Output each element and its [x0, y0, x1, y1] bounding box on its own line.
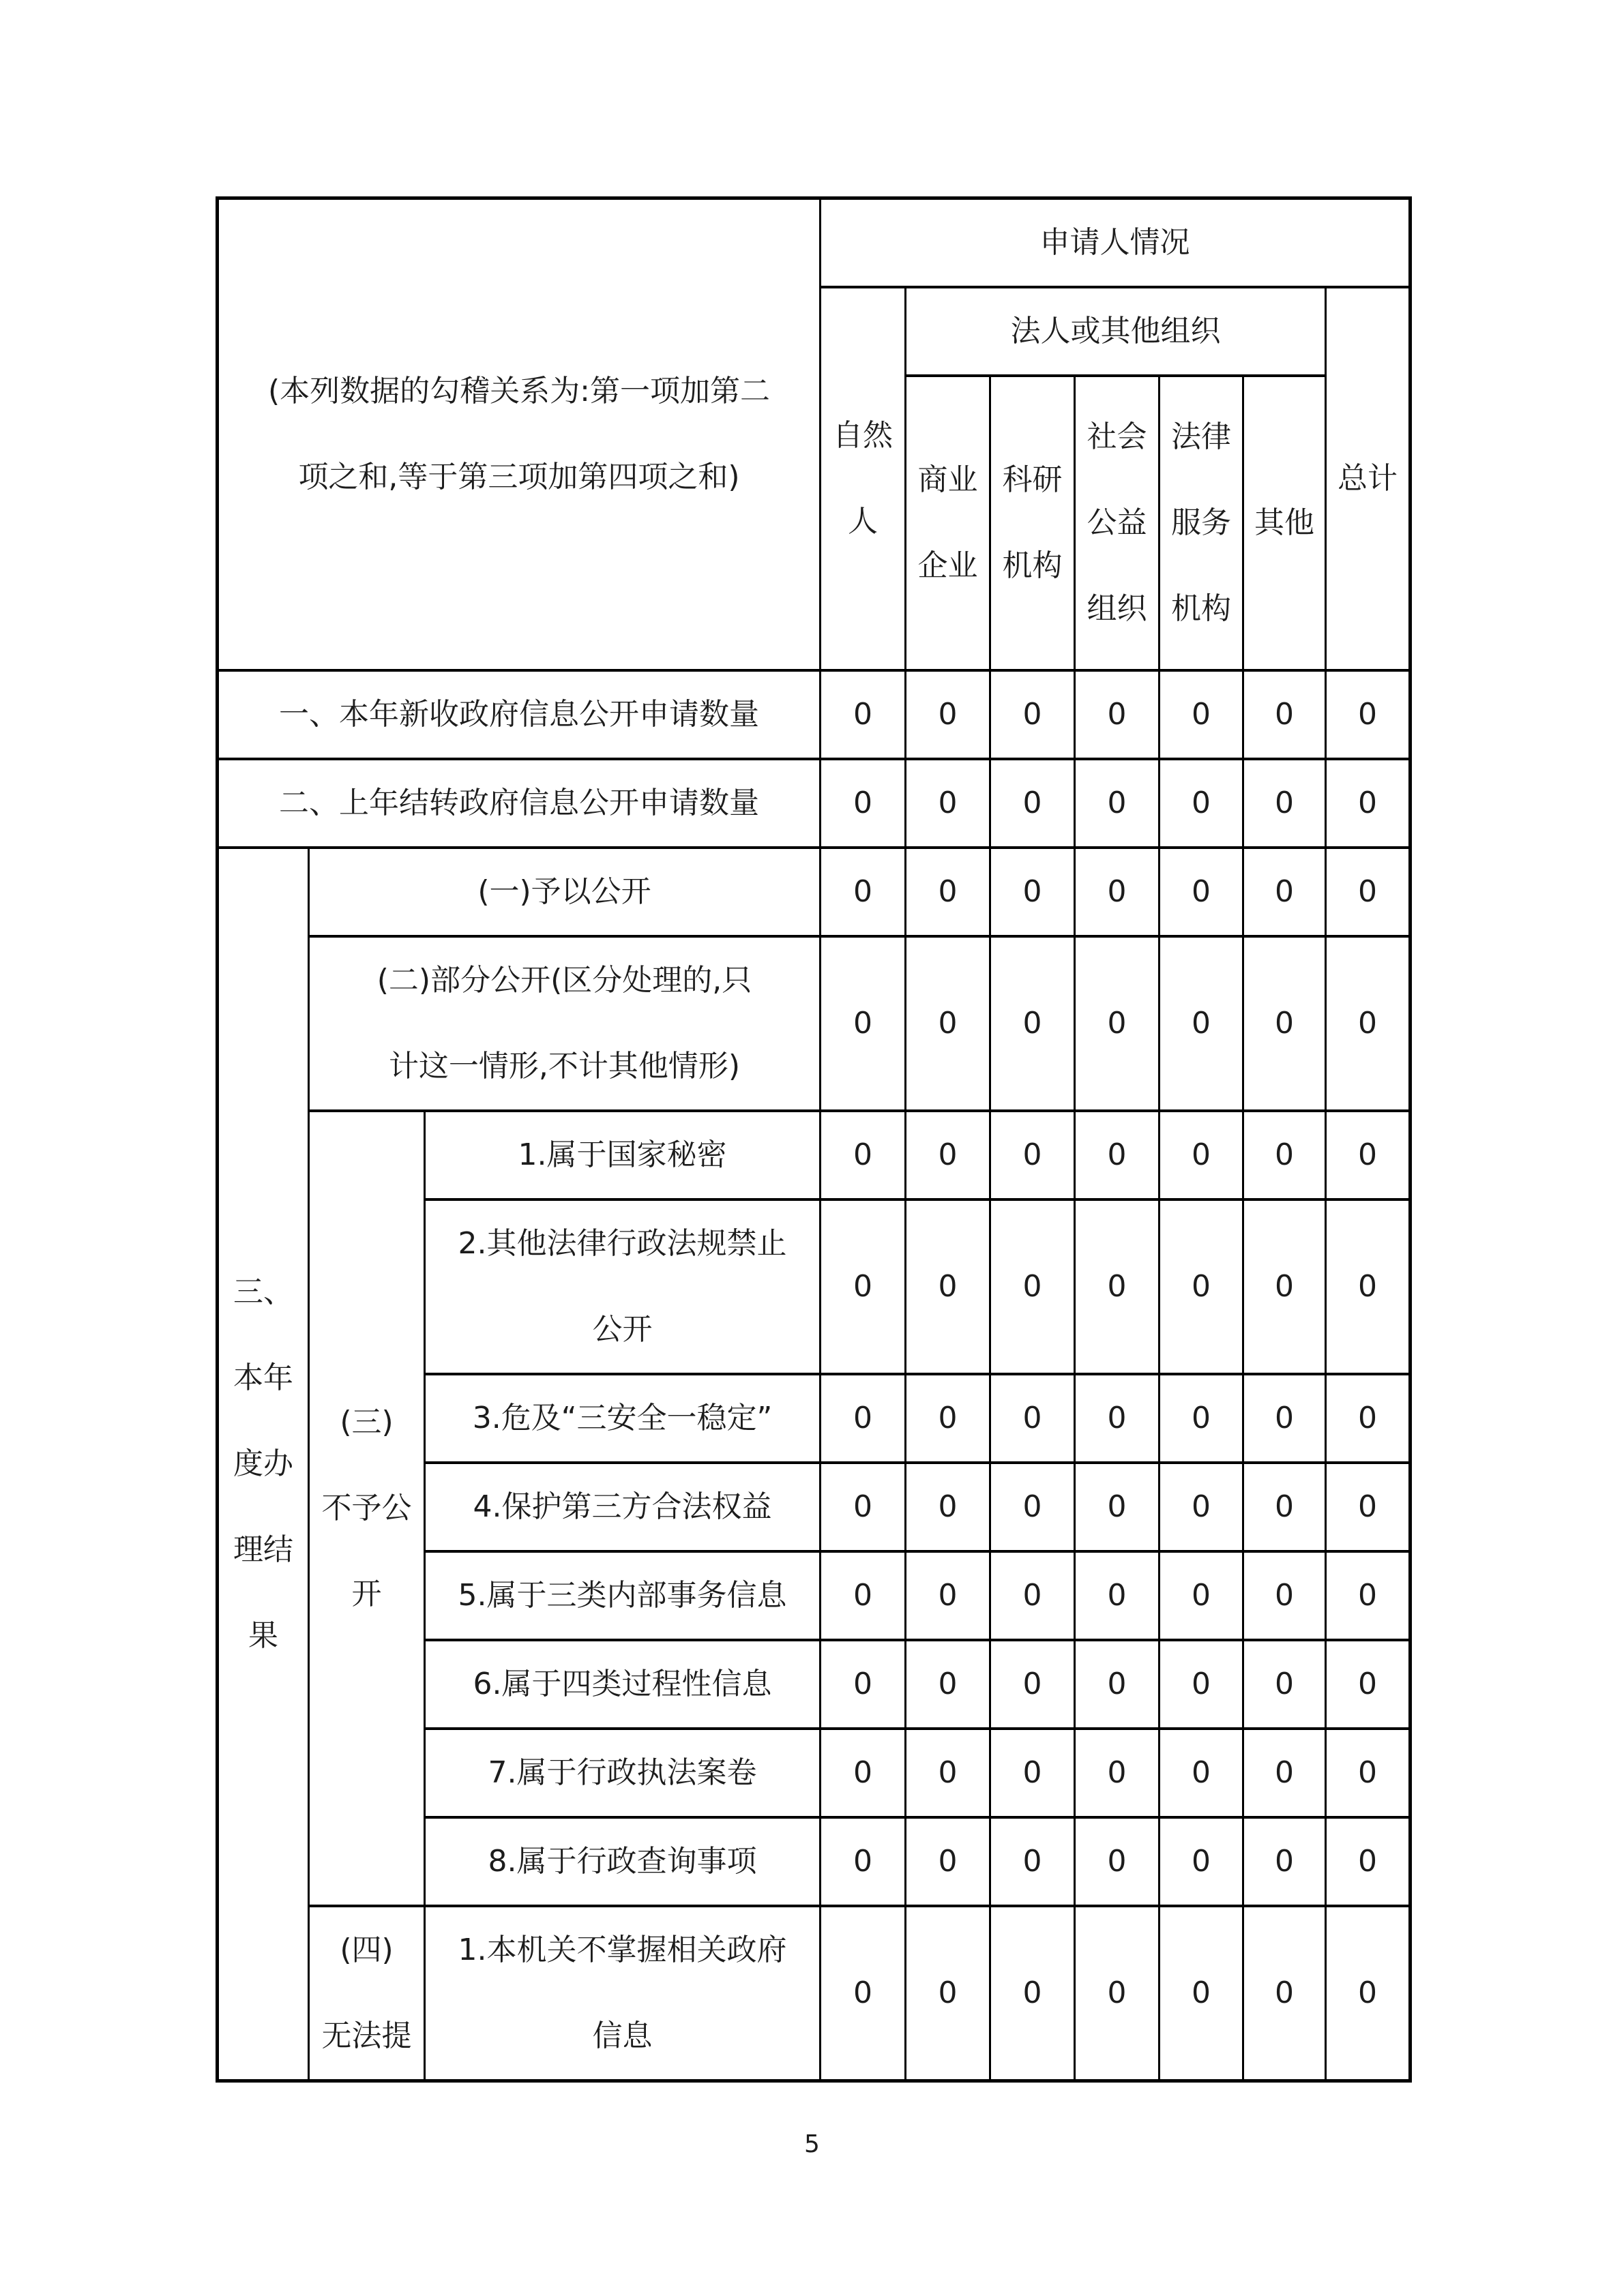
value-cell: 0 [1243, 670, 1326, 759]
col-header-legal-service-org: 法律 服务 机构 [1160, 376, 1243, 670]
value-cell: 0 [1243, 759, 1326, 848]
value-cell: 0 [1326, 1199, 1411, 1374]
value-cell: 0 [990, 1640, 1075, 1729]
col-header-legal-org: 法人或其他组织 [906, 287, 1326, 376]
row-label-partial-disclosure: (二)部分公开(区分处理的,只 计这一情形,不计其他情形) [309, 936, 821, 1111]
value-cell: 0 [1075, 1729, 1160, 1817]
value-cell: 0 [1160, 1551, 1243, 1640]
row-label-granted: (一)予以公开 [309, 848, 821, 936]
value-cell: 0 [821, 1817, 906, 1906]
value-cell: 0 [821, 1729, 906, 1817]
value-cell: 0 [821, 670, 906, 759]
value-cell: 0 [1075, 936, 1160, 1111]
value-cell: 0 [1243, 1463, 1326, 1551]
page-number: 5 [804, 2130, 820, 2158]
value-cell: 0 [1075, 670, 1160, 759]
value-cell: 0 [1243, 1199, 1326, 1374]
group-label-unable-to-provide: (四) 无法提 [309, 1906, 425, 2081]
value-cell: 0 [906, 1463, 990, 1551]
value-cell: 0 [990, 1729, 1075, 1817]
row-label-no-such-info: 1.本机关不掌握相关政府 信息 [425, 1906, 821, 2081]
value-cell: 0 [1243, 936, 1326, 1111]
col-header-natural-person: 自然 人 [821, 287, 906, 670]
value-cell: 0 [990, 1906, 1075, 2081]
value-cell: 0 [821, 1111, 906, 1199]
row-label-internal-affairs: 5.属于三类内部事务信息 [425, 1551, 821, 1640]
value-cell: 0 [990, 1374, 1075, 1463]
value-cell: 0 [1243, 1374, 1326, 1463]
value-cell: 0 [1075, 1906, 1160, 2081]
value-cell: 0 [1075, 1640, 1160, 1729]
value-cell: 0 [990, 1551, 1075, 1640]
value-cell: 0 [990, 936, 1075, 1111]
value-cell: 0 [1075, 1374, 1160, 1463]
value-cell: 0 [1243, 1551, 1326, 1640]
value-cell: 0 [1075, 848, 1160, 936]
value-cell: 0 [1326, 1906, 1411, 2081]
value-cell: 0 [990, 1111, 1075, 1199]
value-cell: 0 [990, 848, 1075, 936]
value-cell: 0 [1243, 1729, 1326, 1817]
value-cell: 0 [821, 759, 906, 848]
value-cell: 0 [906, 1551, 990, 1640]
value-cell: 0 [990, 759, 1075, 848]
value-cell: 0 [1160, 670, 1243, 759]
value-cell: 0 [1075, 1199, 1160, 1374]
value-cell: 0 [906, 670, 990, 759]
value-cell: 0 [1243, 1817, 1326, 1906]
disclosure-request-table [216, 196, 1412, 2083]
col-header-social-welfare-org: 社会 公益 组织 [1075, 376, 1160, 670]
value-cell: 0 [1160, 1640, 1243, 1729]
col-header-total: 总计 [1326, 287, 1411, 670]
value-cell: 0 [1160, 1374, 1243, 1463]
value-cell: 0 [821, 1199, 906, 1374]
value-cell: 0 [906, 1906, 990, 2081]
value-cell: 0 [1243, 1640, 1326, 1729]
value-cell: 0 [1160, 936, 1243, 1111]
value-cell: 0 [1075, 1111, 1160, 1199]
row-label-process-info: 6.属于四类过程性信息 [425, 1640, 821, 1729]
value-cell: 0 [990, 1817, 1075, 1906]
value-cell: 0 [906, 1374, 990, 1463]
value-cell: 0 [906, 1111, 990, 1199]
value-cell: 0 [1075, 1817, 1160, 1906]
value-cell: 0 [821, 1374, 906, 1463]
value-cell: 0 [1160, 759, 1243, 848]
value-cell: 0 [1243, 848, 1326, 936]
col-header-other: 其他 [1243, 376, 1326, 670]
value-cell: 0 [821, 1551, 906, 1640]
group-label-refused: (三) 不予公 开 [309, 1111, 425, 1906]
value-cell: 0 [1326, 1817, 1411, 1906]
value-cell: 0 [821, 1640, 906, 1729]
value-cell: 0 [1160, 1729, 1243, 1817]
row-label-law-forbidden: 2.其他法律行政法规禁止 公开 [425, 1199, 821, 1374]
row-label-enforcement-files: 7.属于行政执法案卷 [425, 1729, 821, 1817]
value-cell: 0 [906, 1199, 990, 1374]
col-header-research-institution: 科研 机构 [990, 376, 1075, 670]
value-cell: 0 [1326, 759, 1411, 848]
value-cell: 0 [821, 1463, 906, 1551]
row-label-new-requests: 一、本年新收政府信息公开申请数量 [218, 670, 821, 759]
value-cell: 0 [1160, 1817, 1243, 1906]
value-cell: 0 [1326, 670, 1411, 759]
value-cell: 0 [1326, 1640, 1411, 1729]
value-cell: 0 [906, 1729, 990, 1817]
value-cell: 0 [1326, 1463, 1411, 1551]
value-cell: 0 [821, 1906, 906, 2081]
value-cell: 0 [1243, 1906, 1326, 2081]
value-cell: 0 [906, 848, 990, 936]
value-cell: 0 [906, 1640, 990, 1729]
value-cell: 0 [1326, 1111, 1411, 1199]
value-cell: 0 [1326, 1729, 1411, 1817]
value-cell: 0 [906, 759, 990, 848]
value-cell: 0 [1160, 1111, 1243, 1199]
row-label-state-secret: 1.属于国家秘密 [425, 1111, 821, 1199]
value-cell: 0 [1326, 936, 1411, 1111]
note-cell: (本列数据的勾稽关系为:第一项加第二 项之和,等于第三项加第四项之和) [218, 198, 821, 671]
value-cell: 0 [821, 936, 906, 1111]
col-header-commercial-enterprise: 商业 企业 [906, 376, 990, 670]
value-cell: 0 [1160, 1906, 1243, 2081]
value-cell: 0 [1160, 1463, 1243, 1551]
value-cell: 0 [1243, 1111, 1326, 1199]
value-cell: 0 [990, 1199, 1075, 1374]
row-label-carryover-requests: 二、上年结转政府信息公开申请数量 [218, 759, 821, 848]
value-cell: 0 [821, 848, 906, 936]
value-cell: 0 [1160, 848, 1243, 936]
value-cell: 0 [1160, 1199, 1243, 1374]
row-label-admin-inquiry: 8.属于行政查询事项 [425, 1817, 821, 1906]
value-cell: 0 [1075, 759, 1160, 848]
value-cell: 0 [990, 1463, 1075, 1551]
value-cell: 0 [906, 936, 990, 1111]
group-label-annual-results: 三、 本年 度办 理结 果 [218, 848, 309, 2081]
value-cell: 0 [1075, 1463, 1160, 1551]
value-cell: 0 [1326, 1374, 1411, 1463]
value-cell: 0 [906, 1817, 990, 1906]
row-label-endanger-security: 3.危及“三安全一稳定” [425, 1374, 821, 1463]
value-cell: 0 [1326, 1551, 1411, 1640]
value-cell: 0 [1326, 848, 1411, 936]
value-cell: 0 [990, 670, 1075, 759]
applicant-status-header: 申请人情况 [821, 198, 1411, 288]
value-cell: 0 [1075, 1551, 1160, 1640]
row-label-third-party-rights: 4.保护第三方合法权益 [425, 1463, 821, 1551]
